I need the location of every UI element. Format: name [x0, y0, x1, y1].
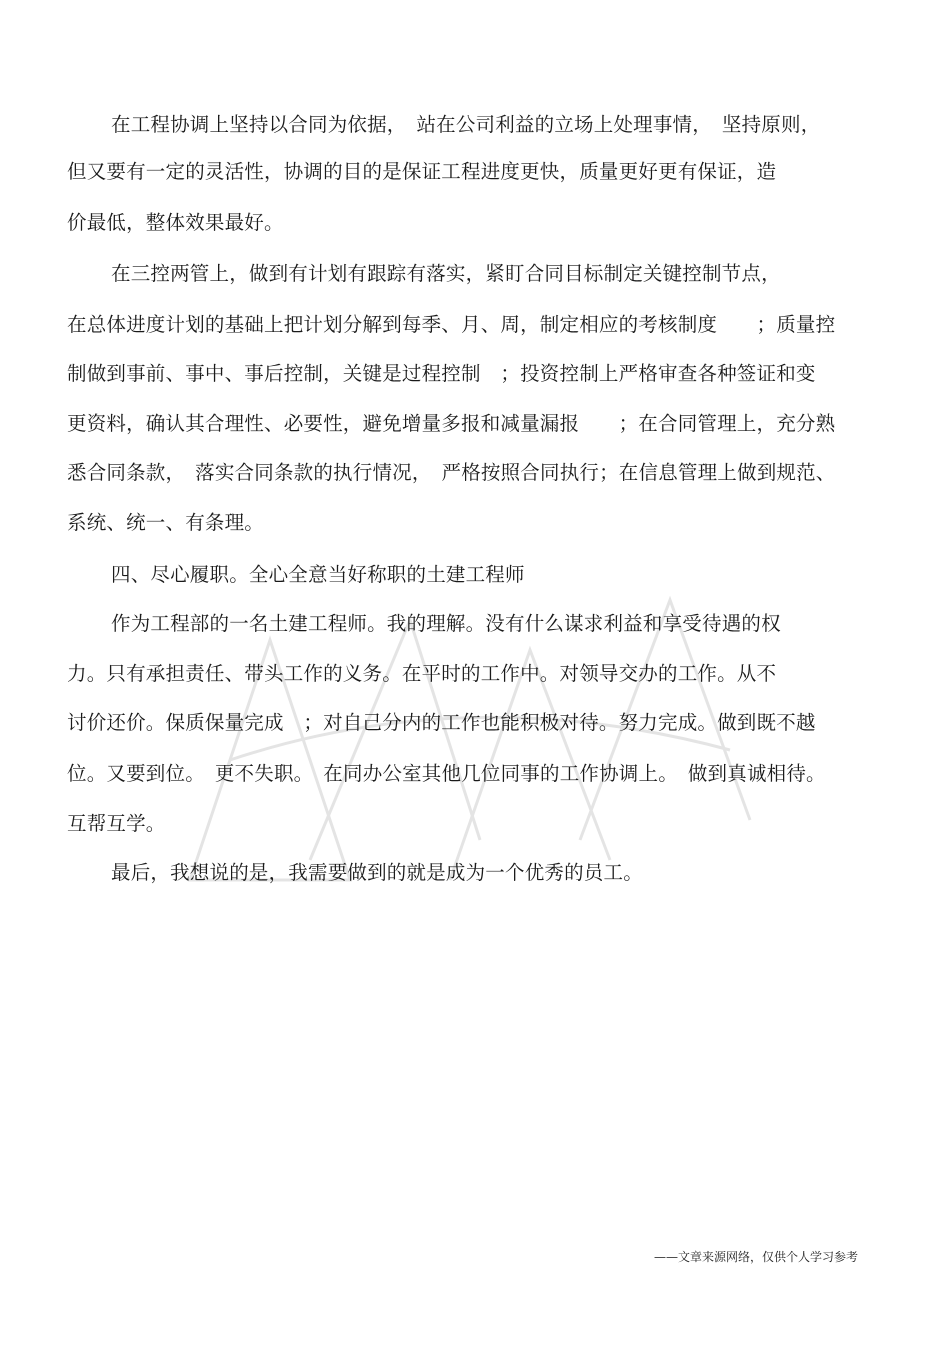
- paragraph-line-11: 作为工程部的一名土建工程师。我的理解。没有什么谋求利益和享受待遇的权: [111, 612, 781, 635]
- paragraph-line-4: 在三控两管上，做到有计划有跟踪有落实，紧盯合同目标制定关键控制节点，: [111, 262, 781, 285]
- paragraph-line-14: 位。又要到位。 更不失职。 在同办公室其他几位同事的工作协调上。 做到真诚相待。: [67, 762, 826, 785]
- paragraph-line-13: 讨价还价。保质保量完成 ；对自己分内的工作也能积极对待。努力完成。做到既不越: [67, 711, 816, 734]
- paragraph-line-3: 价最低，整体效果最好。: [67, 211, 284, 234]
- paragraph-line-12: 力。只有承担责任、带头工作的义务。在平时的工作中。对领导交办的工作。从不: [67, 662, 777, 685]
- closing-line: 最后，我想说的是，我需要做到的就是成为一个优秀的员工。: [111, 861, 643, 884]
- paragraph-line-8: 悉合同条款， 落实合同条款的执行情况， 严格按照合同执行；在信息管理上做到规范、: [67, 461, 836, 484]
- paragraph-line-5: 在总体进度计划的基础上把计划分解到每季、月、周，制定相应的考核制度 ；质量控: [67, 313, 836, 336]
- paragraph-line-15: 互帮互学。: [67, 812, 166, 835]
- paragraph-line-6: 制做到事前、事中、事后控制，关键是过程控制 ；投资控制上严格审查各种签证和变: [67, 362, 816, 385]
- section-heading: 四、尽心履职。全心全意当好称职的土建工程师: [111, 563, 525, 586]
- paragraph-line-2: 但又要有一定的灵活性，协调的目的是保证工程进度更快，质量更好更有保证，造: [67, 160, 777, 183]
- source-footnote: ——文章来源网络，仅供个人学习参考: [653, 1250, 858, 1264]
- paragraph-line-7: 更资料，确认其合理性、必要性，避免增量多报和减量漏报 ；在合同管理上，充分熟: [67, 412, 836, 435]
- paragraph-line-1: 在工程协调上坚持以合同为依据， 站在公司利益的立场上处理事情， 坚持原则，: [111, 113, 821, 136]
- paragraph-line-9: 系统、统一、有条理。: [67, 511, 265, 534]
